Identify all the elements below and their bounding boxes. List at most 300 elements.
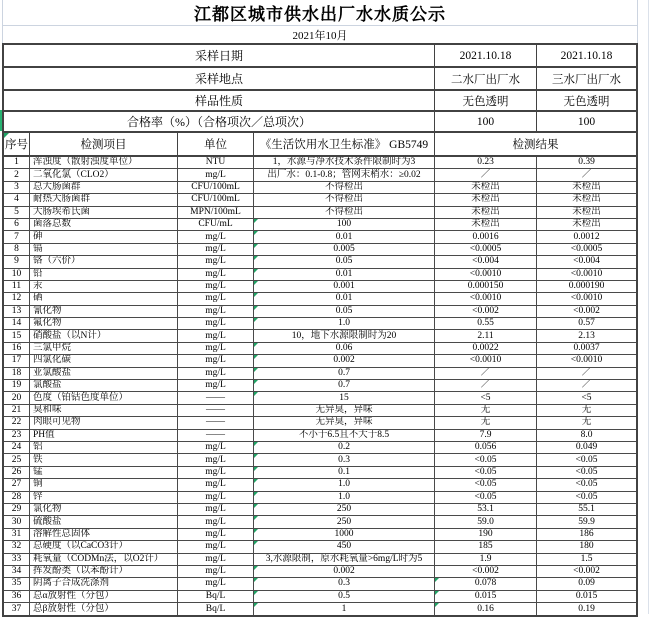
cell-flag-icon — [254, 454, 258, 458]
row-item[interactable]: 总硬度（以CaCO3计） — [30, 541, 178, 552]
table-row — [4, 355, 636, 367]
row-no[interactable]: 13 — [4, 306, 30, 317]
row-result-1[interactable]: 0.0016 — [435, 231, 537, 242]
row-result-1[interactable]: <5 — [435, 392, 537, 403]
row-no[interactable]: 11 — [4, 281, 30, 292]
row-result-2[interactable]: 0.049 — [575, 442, 598, 453]
row-item[interactable]: 总β放射性（分包） — [30, 603, 178, 615]
row-item[interactable]: 大肠埃希氏菌 — [30, 207, 178, 218]
row-result-2[interactable]: 无 — [581, 405, 592, 415]
row-unit[interactable]: mg/L — [178, 244, 254, 255]
row-standard[interactable]: 1 — [254, 603, 435, 615]
row-unit[interactable]: MPN/100mL — [178, 207, 254, 218]
row-unit[interactable]: mg/L — [178, 343, 254, 354]
row-no[interactable]: 12 — [4, 293, 30, 304]
row-item[interactable]: 耐热大肠菌群 — [30, 194, 178, 205]
row-result-1[interactable]: <0.0010 — [435, 269, 537, 280]
pass-rate-plant3[interactable]: 100 — [577, 115, 596, 128]
cell-flag-icon — [254, 318, 258, 322]
table-row — [4, 430, 636, 442]
row-standard[interactable]: 3,水源限制，原水耗氧量>6mg/L时为5 — [254, 554, 435, 565]
row-item[interactable]: 臭和味 — [30, 405, 178, 416]
row-result-2[interactable]: 未检出 — [572, 206, 601, 217]
column-header-item[interactable]: 检测项目 — [30, 133, 178, 155]
row-result-1[interactable]: 190 — [435, 529, 537, 540]
row-standard[interactable]: 0.001 — [254, 281, 435, 292]
row-standard[interactable]: 无异臭，异味 — [254, 405, 435, 416]
row-result-1[interactable]: <0.0005 — [435, 244, 537, 255]
table-row — [4, 368, 636, 380]
row-unit[interactable]: Bq/L — [178, 603, 254, 615]
row-result-1[interactable]: 未检出 — [435, 182, 537, 193]
row-item[interactable]: 氟化物 — [30, 318, 178, 329]
row-result-1[interactable]: 未检出 — [435, 194, 537, 205]
row-result-1[interactable]: 0.000150 — [435, 281, 537, 292]
row-item[interactable]: 氰化物 — [30, 306, 178, 317]
row-result-2[interactable]: 2.13 — [578, 330, 595, 341]
row-item[interactable]: 镉 — [30, 244, 178, 255]
row-unit[interactable]: NTU — [178, 157, 254, 168]
row-no[interactable]: 3 — [4, 182, 30, 193]
cell-flag-icon — [254, 541, 258, 545]
row-result-1[interactable]: <0.0010 — [435, 355, 537, 366]
table-row — [4, 554, 636, 566]
row-result-2[interactable]: 未检出 — [572, 181, 601, 192]
row-unit[interactable]: mg/L — [178, 281, 254, 292]
row-no[interactable]: 35 — [4, 578, 30, 589]
table-row — [4, 182, 636, 194]
row-standard[interactable]: 0.005 — [254, 244, 435, 255]
cell-flag-icon — [254, 529, 258, 533]
row-standard[interactable]: 不得检出 — [254, 182, 435, 193]
row-result-2[interactable]: <0.002 — [573, 305, 600, 316]
sample-location-plant2[interactable]: 二水厂出厂水 — [435, 68, 537, 89]
table-row — [4, 479, 636, 491]
row-result-2[interactable]: 0.0012 — [573, 231, 600, 242]
table-row — [4, 591, 636, 603]
row-unit[interactable]: mg/L — [178, 169, 254, 180]
row-result-2[interactable]: <5 — [581, 392, 592, 403]
row-result-1[interactable]: 0.015 — [435, 591, 537, 602]
column-header-no[interactable]: 序号 — [4, 133, 30, 155]
table-row — [4, 578, 636, 590]
row-standard[interactable]: 1000 — [254, 529, 435, 540]
cell-flag-icon — [254, 504, 258, 508]
row-item[interactable]: 阴离子合成洗涤剂 — [30, 578, 178, 589]
row-result-2[interactable]: ／ — [581, 380, 592, 391]
row-result-2[interactable]: 0.09 — [578, 578, 595, 589]
cell-flag-icon — [254, 492, 258, 496]
row-result-2[interactable]: <0.05 — [575, 479, 598, 490]
row-result-2[interactable]: 8.0 — [580, 429, 593, 440]
cell-flag-icon — [254, 591, 258, 595]
row-unit[interactable]: mg/L — [178, 368, 254, 379]
row-result-1[interactable]: <0.002 — [435, 306, 537, 317]
row-result-2[interactable]: <0.05 — [575, 491, 598, 502]
cell-flag-icon — [254, 343, 258, 347]
row-unit[interactable]: mg/L — [178, 256, 254, 267]
cell-flag-icon — [254, 306, 258, 310]
row-standard[interactable]: 250 — [254, 504, 435, 515]
cell-flag-icon — [4, 133, 9, 138]
row-result-1[interactable]: 185 — [435, 541, 537, 552]
row-standard[interactable]: 0.1 — [254, 467, 435, 478]
row-unit[interactable]: mg/L — [178, 467, 254, 478]
row-standard[interactable]: 0.002 — [254, 355, 435, 366]
row-result-2[interactable]: <0.0010 — [570, 293, 603, 304]
row-unit[interactable]: mg/L — [178, 504, 254, 515]
table-row — [4, 442, 636, 454]
row-result-1[interactable]: 7.9 — [435, 430, 537, 441]
row-result-2[interactable]: 0.57 — [578, 318, 595, 329]
row-no[interactable]: 33 — [4, 554, 30, 565]
row-result-1[interactable]: <0.05 — [435, 454, 537, 465]
row-no[interactable]: 30 — [4, 516, 30, 527]
row-standard[interactable]: 无异臭，异味 — [254, 417, 435, 428]
row-no[interactable]: 16 — [4, 343, 30, 354]
sample-nature-plant3[interactable]: 无色透明 — [563, 95, 610, 108]
row-item[interactable]: 氯酸盐 — [30, 380, 178, 391]
row-item[interactable]: 硒 — [30, 293, 178, 304]
row-result-1[interactable]: 未检出 — [435, 219, 537, 230]
row-result-2[interactable]: <0.05 — [575, 454, 598, 465]
row-unit[interactable]: CFU/mL — [178, 219, 254, 230]
row-no[interactable]: 22 — [4, 417, 30, 428]
sample-date-plant3[interactable]: 2021.10.18 — [560, 49, 613, 62]
row-unit[interactable]: mg/L — [178, 492, 254, 503]
row-unit[interactable]: mg/L — [178, 566, 254, 577]
row-result-2[interactable]: 0.000190 — [568, 281, 605, 292]
row-result-2[interactable]: ／ — [581, 367, 592, 378]
row-unit[interactable]: mg/L — [178, 306, 254, 317]
row-item[interactable]: 氯化物 — [30, 504, 178, 515]
sample-nature-label[interactable]: 样品性质 — [4, 91, 435, 110]
sample-date-label[interactable]: 采样日期 — [4, 45, 435, 66]
page-title: 江都区城市供水出厂水水质公示 — [2, 0, 638, 26]
table-row — [4, 219, 636, 231]
table-row — [4, 516, 636, 528]
report-month: 2021年10月 — [2, 26, 638, 43]
row-unit[interactable]: mg/L — [178, 529, 254, 540]
cell-flag-icon — [254, 368, 258, 372]
row-standard[interactable]: 1，水源与净水技术条件限制时为3 — [254, 157, 435, 168]
cell-flag-icon — [254, 219, 258, 223]
row-result-2[interactable]: 55.1 — [578, 504, 595, 515]
row-result-1[interactable]: ／ — [435, 368, 537, 379]
row-item[interactable]: 肉眼可见物 — [30, 417, 178, 428]
row-item[interactable]: 锰 — [30, 467, 178, 478]
row-item[interactable]: 三氯甲烷 — [30, 343, 178, 354]
row-result-2[interactable]: 1.5 — [580, 553, 593, 564]
row-result-1[interactable]: 1.9 — [435, 554, 537, 565]
row-result-1[interactable]: <0.002 — [435, 566, 537, 577]
row-unit[interactable]: —— — [178, 430, 254, 441]
row-unit[interactable]: mg/L — [178, 442, 254, 453]
row-no[interactable]: 27 — [4, 479, 30, 490]
row-item[interactable]: 菌落总数 — [30, 219, 178, 230]
row-result-2[interactable]: 59.9 — [578, 516, 595, 527]
row-standard[interactable]: 0.05 — [254, 256, 435, 267]
row-standard[interactable]: 0.2 — [254, 442, 435, 453]
row-result-2[interactable]: 0.0037 — [573, 343, 600, 354]
row-unit[interactable]: mg/L — [178, 578, 254, 589]
row-unit[interactable]: mg/L — [178, 380, 254, 391]
row-unit[interactable]: mg/L — [178, 330, 254, 341]
row-result-2[interactable]: <0.002 — [573, 566, 600, 577]
row-standard[interactable]: 0.01 — [254, 293, 435, 304]
sample-nature-plant2[interactable]: 无色透明 — [435, 91, 537, 110]
row-standard[interactable]: 不小于6.5且不大于8.5 — [254, 430, 435, 441]
row-result-2[interactable]: <0.0010 — [570, 355, 603, 366]
table-row — [4, 504, 636, 516]
row-item[interactable]: 总大肠菌群 — [30, 182, 178, 193]
row-result-2[interactable]: 180 — [579, 541, 594, 552]
row-standard[interactable]: 0.5 — [254, 591, 435, 602]
cell-flag-icon — [254, 244, 258, 248]
row-item[interactable]: 色度（铂钴色度单位） — [30, 392, 178, 403]
row-standard[interactable]: 出厂水：0.1-0.8；管网末梢水：≥0.02 — [254, 169, 435, 180]
column-header-standard[interactable]: 《生活饮用水卫生标准》 GB5749 — [254, 133, 435, 155]
row-standard[interactable]: 10，地下水源限制时为20 — [254, 330, 435, 341]
cell-flag-icon — [254, 269, 258, 273]
table-row — [4, 293, 636, 305]
row-item[interactable]: 总α放射性（分包） — [30, 591, 178, 602]
row-unit[interactable]: mg/L — [178, 516, 254, 527]
column-header-result[interactable]: 检测结果 — [512, 139, 559, 151]
column-header-unit[interactable]: 单位 — [178, 133, 254, 155]
row-result-2[interactable]: <0.05 — [575, 466, 598, 477]
row-result-1[interactable]: 未检出 — [435, 207, 537, 218]
row-result-1[interactable]: 0.0022 — [435, 343, 537, 354]
row-result-2[interactable]: 186 — [579, 528, 594, 539]
row-unit[interactable]: mg/L — [178, 269, 254, 280]
row-unit[interactable]: —— — [178, 417, 254, 428]
row-standard[interactable]: 0.01 — [254, 269, 435, 280]
cell-flag-icon — [254, 578, 258, 582]
row-standard[interactable]: 0.01 — [254, 231, 435, 242]
row-standard[interactable]: 1.0 — [254, 318, 435, 329]
row-no[interactable]: 20 — [4, 392, 30, 403]
row-no[interactable]: 25 — [4, 454, 30, 465]
row-no[interactable]: 14 — [4, 318, 30, 329]
row-standard[interactable]: 15 — [254, 392, 435, 403]
cell-flag-icon — [254, 281, 258, 285]
row-result-2[interactable]: 未检出 — [572, 194, 601, 205]
row-no[interactable]: 37 — [4, 603, 30, 615]
row-result-1[interactable]: ／ — [435, 169, 537, 180]
row-item[interactable]: 浑浊度（散射浊度单位） — [30, 157, 178, 168]
row-no[interactable]: 5 — [4, 207, 30, 218]
row-result-1[interactable]: 59.0 — [435, 516, 537, 527]
cell-flag-icon — [435, 603, 439, 607]
table-row — [4, 566, 636, 578]
sample-location-label[interactable]: 采样地点 — [4, 68, 435, 89]
table-row — [4, 256, 636, 268]
row-no[interactable]: 8 — [4, 244, 30, 255]
pass-rate-plant2[interactable]: 100 — [435, 112, 537, 131]
row-no[interactable]: 15 — [4, 330, 30, 341]
row-result-1[interactable]: <0.0010 — [435, 293, 537, 304]
table-row — [4, 529, 636, 541]
row-no[interactable]: 17 — [4, 355, 30, 366]
row-result-1[interactable]: 2.11 — [435, 330, 537, 341]
row-result-2[interactable]: 无 — [581, 417, 592, 428]
table-row — [4, 343, 636, 355]
row-item[interactable]: 砷 — [30, 231, 178, 242]
table-row — [4, 417, 636, 429]
row-no[interactable]: 26 — [4, 467, 30, 478]
row-standard[interactable]: 0.002 — [254, 566, 435, 577]
row-item[interactable]: 汞 — [30, 281, 178, 292]
row-result-1[interactable]: 53.1 — [435, 504, 537, 515]
row-result-1[interactable]: 无 — [435, 405, 537, 416]
cell-flag-icon — [254, 355, 258, 359]
table-row — [4, 454, 636, 466]
row-result-1[interactable]: <0.004 — [435, 256, 537, 267]
row-no[interactable]: 29 — [4, 504, 30, 515]
row-standard[interactable]: 0.7 — [254, 380, 435, 391]
row-result-1[interactable]: 0.056 — [435, 442, 537, 453]
row-standard[interactable]: 不得检出 — [254, 194, 435, 205]
table-row — [4, 603, 636, 615]
row-result-1[interactable]: 0.16 — [435, 603, 537, 615]
row-unit[interactable]: mg/L — [178, 554, 254, 565]
table-row — [4, 207, 636, 219]
row-no[interactable]: 23 — [4, 430, 30, 441]
row-no[interactable]: 36 — [4, 591, 30, 602]
row-standard[interactable]: 0.05 — [254, 306, 435, 317]
row-no[interactable]: 18 — [4, 368, 30, 379]
table-row — [4, 269, 636, 281]
row-no[interactable]: 34 — [4, 566, 30, 577]
row-item[interactable]: 硝酸盐（以N计） — [30, 330, 178, 341]
row-standard[interactable]: 0.3 — [254, 454, 435, 465]
row-unit[interactable]: —— — [178, 392, 254, 403]
table-row — [4, 194, 636, 206]
row-unit[interactable]: CFU/100mL — [178, 194, 254, 205]
cell-flag-icon — [254, 516, 258, 520]
sample-location-plant3[interactable]: 三水厂出厂水 — [552, 73, 621, 86]
cell-flag-icon — [254, 467, 258, 471]
row-unit[interactable]: —— — [178, 405, 254, 416]
row-result-2[interactable]: <0.004 — [573, 256, 600, 267]
row-item[interactable]: 二氧化氯（CLO2） — [30, 169, 178, 180]
row-no[interactable]: 10 — [4, 269, 30, 280]
row-unit[interactable]: mg/L — [178, 479, 254, 490]
row-result-1[interactable]: 0.078 — [435, 578, 537, 589]
cell-flag-icon — [254, 442, 258, 446]
row-result-2[interactable]: <0.0010 — [570, 268, 603, 279]
row-standard[interactable]: 250 — [254, 516, 435, 527]
row-result-2[interactable]: <0.0005 — [570, 243, 603, 254]
cell-flag-icon — [254, 293, 258, 297]
row-no[interactable]: 32 — [4, 541, 30, 552]
row-no[interactable]: 24 — [4, 442, 30, 453]
row-no[interactable]: 21 — [4, 405, 30, 416]
table-row — [4, 380, 636, 392]
row-result-2[interactable]: 未检出 — [572, 219, 601, 230]
row-item[interactable]: 硫酸盐 — [30, 516, 178, 527]
row-standard[interactable]: 0.3 — [254, 578, 435, 589]
row-item[interactable]: 四氯化碳 — [30, 355, 178, 366]
row-unit[interactable]: mg/L — [178, 231, 254, 242]
row-no[interactable]: 6 — [4, 219, 30, 230]
row-no[interactable]: 2 — [4, 169, 30, 180]
row-item[interactable]: 铬（六价） — [30, 256, 178, 267]
sample-date-plant2[interactable]: 2021.10.18 — [435, 45, 537, 66]
row-unit[interactable]: mg/L — [178, 355, 254, 366]
row-no[interactable]: 31 — [4, 529, 30, 540]
row-result-1[interactable]: 0.23 — [435, 157, 537, 168]
row-unit[interactable]: mg/L — [178, 293, 254, 304]
row-standard[interactable]: 1.0 — [254, 479, 435, 490]
row-item[interactable]: 亚氯酸盐 — [30, 368, 178, 379]
cell-flag-icon — [254, 380, 258, 384]
row-result-1[interactable]: <0.05 — [435, 467, 537, 478]
row-item[interactable]: 铜 — [30, 479, 178, 490]
row-result-1[interactable]: 无 — [435, 417, 537, 428]
table-row — [4, 231, 636, 243]
row-no[interactable]: 19 — [4, 380, 30, 391]
row-no[interactable]: 7 — [4, 231, 30, 242]
row-result-1[interactable]: <0.05 — [435, 492, 537, 503]
data-rows — [4, 157, 636, 615]
row-result-1[interactable]: ／ — [435, 380, 537, 391]
row-unit[interactable]: Bq/L — [178, 591, 254, 602]
table-header-row — [4, 133, 636, 157]
cell-flag-icon — [435, 578, 439, 582]
row-standard[interactable]: 1.0 — [254, 492, 435, 503]
row-result-2[interactable]: ／ — [581, 169, 592, 180]
row-item[interactable]: 锌 — [30, 492, 178, 503]
row-no[interactable]: 1 — [4, 157, 30, 168]
cell-flag-icon — [254, 231, 258, 235]
pass-rate-label[interactable]: 合格率（%）（合格项次／总项次） — [4, 112, 435, 131]
row-standard[interactable]: 450 — [254, 541, 435, 552]
row-item[interactable]: 铁 — [30, 454, 178, 465]
row-no[interactable]: 9 — [4, 256, 30, 267]
row-no[interactable]: 28 — [4, 492, 30, 503]
row-item[interactable]: 溶解性总固体 — [30, 529, 178, 540]
row-unit[interactable]: mg/L — [178, 318, 254, 329]
row-standard[interactable]: 不得检出 — [254, 207, 435, 218]
row-unit[interactable]: CFU/100mL — [178, 182, 254, 193]
cell-flag-icon — [254, 256, 258, 260]
row-no[interactable]: 4 — [4, 194, 30, 205]
row-item[interactable]: PH值 — [30, 430, 178, 441]
cell-flag-icon — [254, 479, 258, 483]
cell-flag-icon — [254, 392, 258, 396]
row-result-2[interactable]: 0.39 — [578, 157, 595, 168]
report-table — [2, 43, 638, 617]
row-standard[interactable]: 0.06 — [254, 343, 435, 354]
table-row — [4, 318, 636, 330]
row-result-1[interactable]: 0.55 — [435, 318, 537, 329]
row-item[interactable]: 挥发酚类（以苯酚计） — [30, 566, 178, 577]
row-result-1[interactable]: <0.05 — [435, 479, 537, 490]
row-standard[interactable]: 0.7 — [254, 368, 435, 379]
row-result-2[interactable]: 0.015 — [575, 590, 598, 601]
row-unit[interactable]: mg/L — [178, 541, 254, 552]
row-item[interactable]: 铅 — [30, 269, 178, 280]
row-result-2[interactable]: 0.19 — [578, 603, 595, 614]
table-row — [4, 281, 636, 293]
row-standard[interactable]: 100 — [254, 219, 435, 230]
row-item[interactable]: 铝 — [30, 442, 178, 453]
row-unit[interactable]: mg/L — [178, 454, 254, 465]
row-item[interactable]: 耗氧量（CODMn法，以O2计） — [30, 554, 178, 565]
table-row — [4, 405, 636, 417]
